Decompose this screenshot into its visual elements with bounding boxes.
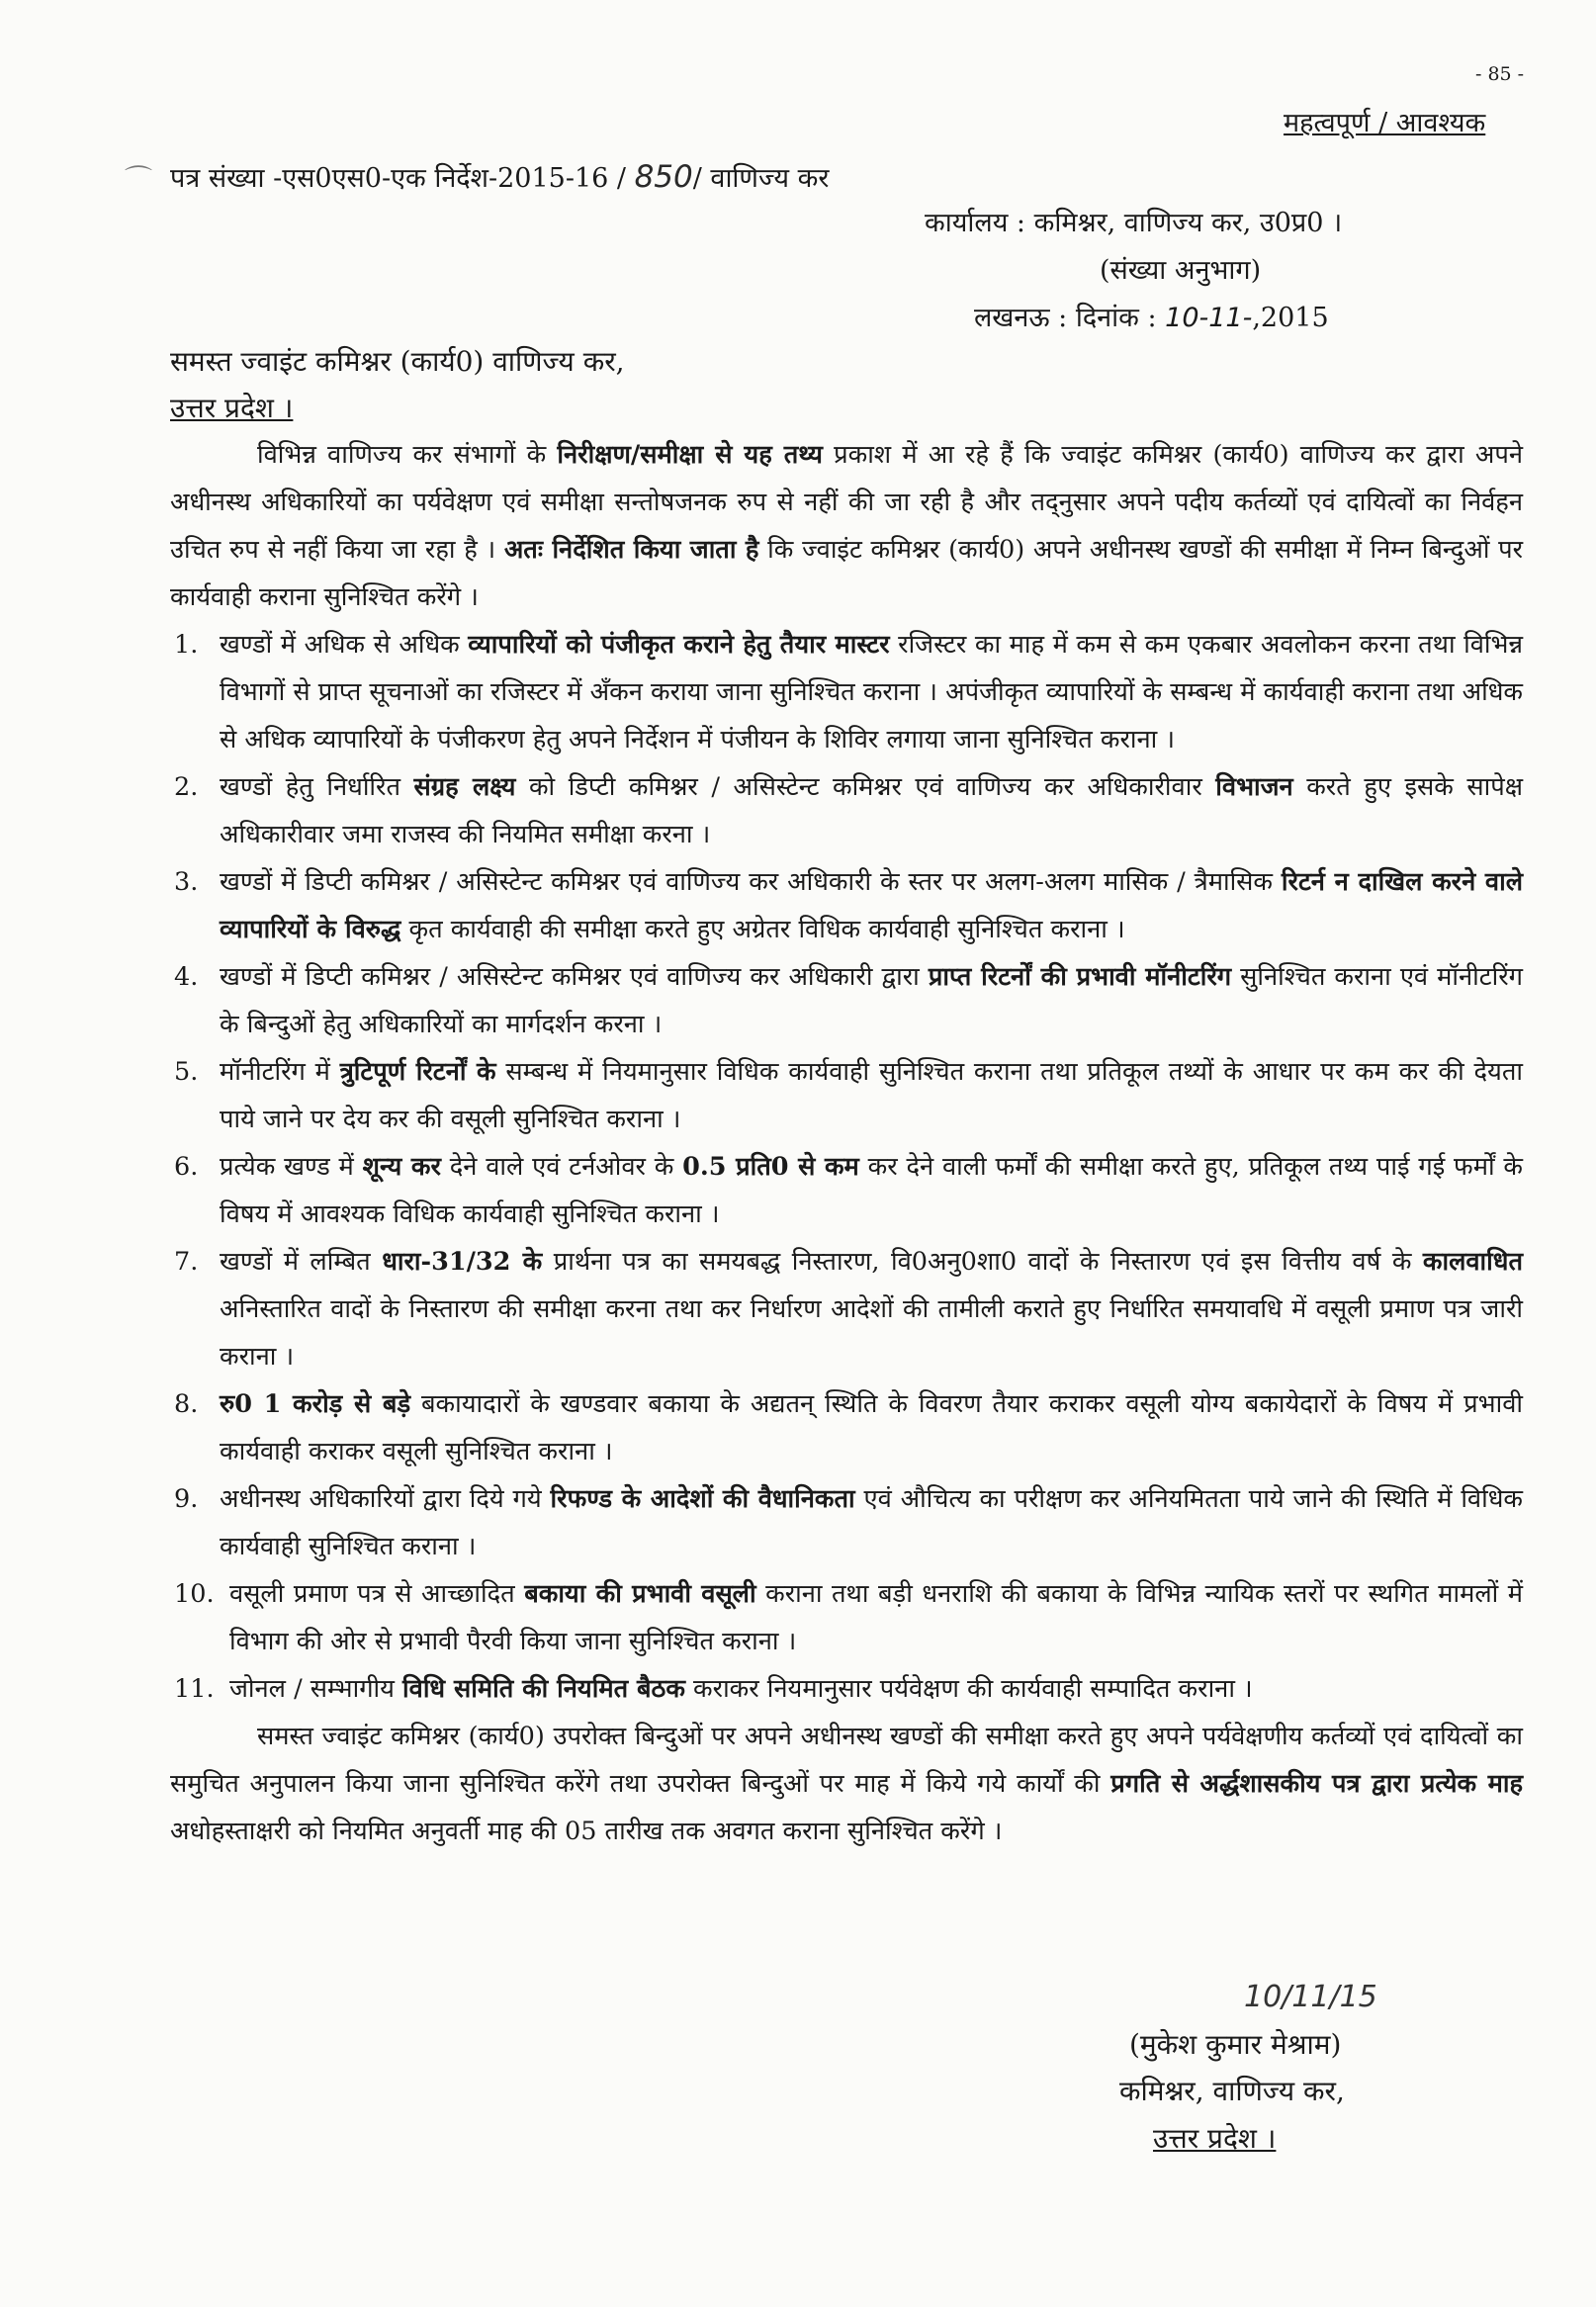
closing-text-2: अधोहस्ताक्षरी को नियमित अनुवर्ती माह की 05 तारीख तक अवगत कराना सुनिश्चित करेंगे । — [170, 1817, 1003, 1846]
directive-item — [170, 953, 1523, 1048]
page-number: - 85 - — [1475, 63, 1525, 85]
directive-item — [170, 1238, 1523, 1380]
item-number: 6. — [174, 1152, 199, 1182]
item-text: सुनिश्चित कराना एवं मॉनीटरिंग के बिन्दुओं हेतु अधिकारियों का मार्गदर्शन करना । — [220, 962, 1523, 1039]
item-text: खण्डों में डिप्टी कमिश्नर / असिस्टेन्ट कमिश्नर एवं वाणिज्य कर अधिकारी के स्तर पर अलग-अलग मासिक / त्रैमासिक — [220, 867, 1282, 897]
item-text: कराना तथा बड़ी धनराशि की बकाया के विभिन्न न्यायिक स्तरों पर स्थगित मामलों में विभाग की ओर से प्रभावी पैरवी किया जाना सुनिश्चित कराना । — [229, 1579, 1523, 1656]
directive-item — [170, 1048, 1523, 1143]
item-number: 8. — [174, 1389, 199, 1419]
signature-handwritten: 10/11/15 — [1244, 1980, 1377, 2014]
intro-text-3: कि ज्वाइंट कमिश्नर (कार्य0) अपने अधीनस्थ खण्डों की समीक्षा में निम्न बिन्दुओं पर कार्यवाही कराना सुनिश्चित करेंगे । — [170, 535, 1524, 612]
item-bold: धारा-31/32 के — [382, 1247, 543, 1277]
item-text: रजिस्टर का माह में कम से कम एकबार अवलोकन करना तथा विभिन्न विभागों से प्राप्त सूचनाओं का रजिस्टर में अँकन कराया जाना सुनिश्चित कराना । अपंजीकृत व्यापारियों के सम्बन्ध में कार्यवाही कराना तथा अधिक से अधिक व्यापारियों के पंजीकरण हेतु अपने निर्देशन में पंजीयन के शिविर लगाया जाना सुनिश्चित कराना । — [220, 630, 1523, 754]
item-number: 4. — [174, 962, 199, 992]
directive-item — [170, 858, 1523, 953]
item-text: को डिप्टी कमिश्नर / असिस्टेन्ट कमिश्नर एवं वाणिज्य कर अधिकारीवार — [515, 772, 1216, 802]
date-label: लखनऊ : दिनांक : — [974, 303, 1166, 333]
letter-number-prefix: पत्र संख्या -एस0एस0-एक निर्देश-2015-16 / — [170, 163, 635, 194]
section-line: (संख्या अनुभाग) — [1100, 255, 1262, 286]
item-text: अधीनस्थ अधिकारियों द्वारा दिये गये — [220, 1484, 551, 1514]
priority-label: महत्वपूर्ण / आवश्यक — [1284, 108, 1486, 138]
directive-item — [170, 1665, 1523, 1713]
item-bold: विधि समिति की नियमित बैठक — [402, 1674, 685, 1704]
directive-item — [170, 763, 1523, 858]
intro-text-1: विभिन्न वाणिज्य कर संभागों के — [257, 440, 558, 470]
addressee-state: उत्तर प्रदेश । — [170, 392, 294, 424]
item-number: 9. — [174, 1484, 199, 1514]
item-text: जोनल / सम्भागीय — [229, 1674, 403, 1704]
item-text: खण्डों में अधिक से अधिक — [220, 630, 469, 660]
item-text: कर देने वाली फर्मों की समीक्षा करते हुए, प्रतिकूल तथ्य पाई गई फर्मों के विषय में आवश्यक विधिक कार्यवाही सुनिश्चित कराना । — [220, 1152, 1523, 1229]
closing-text-1: समस्त ज्वाइंट कमिश्नर (कार्य0) उपरोक्त बिन्दुओं पर अपने अधीनस्थ खण्डों की समीक्षा करते हुए अपने पर्यवेक्षणीय कर्तव्यों एवं दायित्वों का समुचित अनुपालन किया जाना सुनिश्चित करेंगे तथा उपरोक्त बिन्दुओं पर माह में किये गये कार्यों की — [170, 1722, 1523, 1799]
item-text: प्रार्थना पत्र का समयबद्ध निस्तारण, वि0अनु0शा0 वादों के निस्तारण एवं इस वित्तीय वर्ष के — [542, 1247, 1423, 1277]
item-bold: रिफण्ड के आदेशों की वैधानिकता — [550, 1484, 855, 1514]
item-bold: त्रुटिपूर्ण रिटर्नों के — [339, 1057, 496, 1087]
directive-item — [170, 621, 1523, 763]
item-bold: प्राप्त रिटर्नों की प्रभावी मॉनीटरिंग — [928, 962, 1232, 992]
letter-number-handwritten: 850 — [634, 159, 693, 195]
item-bold: संग्रह लक्ष्य — [413, 772, 516, 802]
item-text: खण्डों में लम्बित — [220, 1247, 383, 1277]
letter-body — [170, 431, 1523, 1855]
item-text: खण्डों में डिप्टी कमिश्नर / असिस्टेन्ट कमिश्नर एवं वाणिज्य कर अधिकारी द्वारा — [220, 962, 929, 992]
intro-bold-1: निरीक्षण/समीक्षा से यह तथ्य — [557, 440, 823, 470]
item-text: खण्डों हेतु निर्धारित — [220, 772, 414, 802]
letter-number — [170, 158, 829, 195]
signatory-name: (मुकेश कुमार मेश्राम) — [1129, 2028, 1342, 2061]
item-bold: 0.5 प्रति0 से कम — [682, 1152, 859, 1182]
signatory-state: उत्तर प्रदेश । — [1153, 2122, 1277, 2155]
office-line: कार्यालय : कमिश्नर, वाणिज्य कर, उ0प्र0 । — [925, 208, 1343, 238]
item-number: 1. — [174, 630, 199, 660]
item-text: कृत कार्यवाही की समीक्षा करते हुए अग्रेतर विधिक कार्यवाही सुनिश्चित कराना । — [400, 915, 1125, 944]
intro-paragraph — [170, 431, 1523, 621]
item-bold: व्यापारियों को पंजीकृत कराने हेतु तैयार मास्टर — [468, 630, 890, 660]
date-handwritten: 10-11- — [1165, 303, 1253, 333]
item-number: 11. — [174, 1674, 215, 1704]
closing-paragraph — [170, 1713, 1523, 1855]
item-bold: कालवाधित — [1422, 1247, 1523, 1277]
directive-item — [170, 1380, 1523, 1475]
item-bold: बकाया की प्रभावी वसूली — [524, 1579, 756, 1609]
item-text: अनिस्तारित वादों के निस्तारण की समीक्षा करना तथा कर निर्धारण आदेशों की तामीली कराते हुए निर्धारित समयावधि में वसूली प्रमाण पत्र जारी कराना । — [220, 1294, 1523, 1372]
letter-number-suffix: / वाणिज्य कर — [692, 163, 830, 194]
item-number: 7. — [174, 1247, 199, 1277]
item-text: कराकर नियमानुसार पर्यवेक्षण की कार्यवाही सम्पादित कराना । — [684, 1674, 1253, 1704]
item-bold: विभाजन — [1215, 772, 1293, 802]
directive-item — [170, 1143, 1523, 1238]
margin-mark: ⌒ — [125, 163, 153, 196]
directive-list — [170, 621, 1523, 1713]
directive-item — [170, 1570, 1523, 1665]
closing-bold: प्रगति से अर्द्धशासकीय पत्र द्वारा प्रत्येक माह — [1110, 1769, 1523, 1799]
date-line — [974, 298, 1329, 334]
item-bold: शून्य कर — [362, 1152, 441, 1182]
item-text: करते हुए इसके सापेक्ष अधिकारीवार जमा राजस्व की नियमित समीक्षा करना । — [220, 772, 1523, 849]
item-bold: रिटर्न न दाखिल करने वाले व्यापारियों के विरुद्ध — [220, 867, 1523, 944]
item-text: वसूली प्रमाण पत्र से आच्छादित — [229, 1579, 525, 1609]
item-bold: रु0 1 करोड़ से बड़े — [220, 1389, 411, 1419]
directive-item — [170, 1475, 1523, 1570]
item-text: बकायादारों के खण्डवार बकाया के अद्यतन् स्थिति के विवरण तैयार कराकर वसूली योग्य बकायेदारों के विषय में प्रभावी कार्यवाही कराकर वसूली सुनिश्चित कराना । — [220, 1389, 1524, 1466]
item-number: 10. — [174, 1579, 215, 1609]
item-number: 3. — [174, 867, 199, 897]
item-text: मॉनीटरिंग में — [220, 1057, 340, 1087]
signatory-title: कमिश्नर, वाणिज्य कर, — [1119, 2075, 1345, 2107]
intro-bold-2: अतः निर्देशित किया जाता है — [503, 535, 759, 565]
item-number: 2. — [174, 772, 199, 802]
addressee: समस्त ज्वाइंट कमिश्नर (कार्य0) वाणिज्य कर, — [170, 345, 625, 378]
item-text: एवं औचित्य का परीक्षण कर अनियमितता पाये जाने की स्थिति में विधिक कार्यवाही सुनिश्चित कराना । — [220, 1484, 1523, 1561]
item-number: 5. — [174, 1057, 199, 1087]
item-text: प्रत्येक खण्ड में — [220, 1152, 363, 1182]
item-text: देने वाले एवं टर्नओवर के — [440, 1152, 683, 1182]
item-text: सम्बन्ध में नियमानुसार विधिक कार्यवाही सुनिश्चित कराना तथा प्रतिकूल तथ्यों के आधार पर कम कर की देयता पाये जाने पर देय कर की वसूली सुनिश्चित कराना । — [220, 1057, 1523, 1134]
date-year: ,2015 — [1252, 303, 1329, 333]
intro-text-2: प्रकाश में आ रहे हैं कि ज्वाइंट कमिश्नर (कार्य0) वाणिज्य कर द्वारा अपने अधीनस्थ अधिकारियों का पर्यवेक्षण एवं समीक्षा सन्तोषजनक रुप से नहीं की जा रही है और तद्नुसार अपने पदीय कर्तव्यों एवं दायित्वों का निर्वहन उचित रुप से नहीं किया जा रहा है । — [170, 440, 1524, 565]
